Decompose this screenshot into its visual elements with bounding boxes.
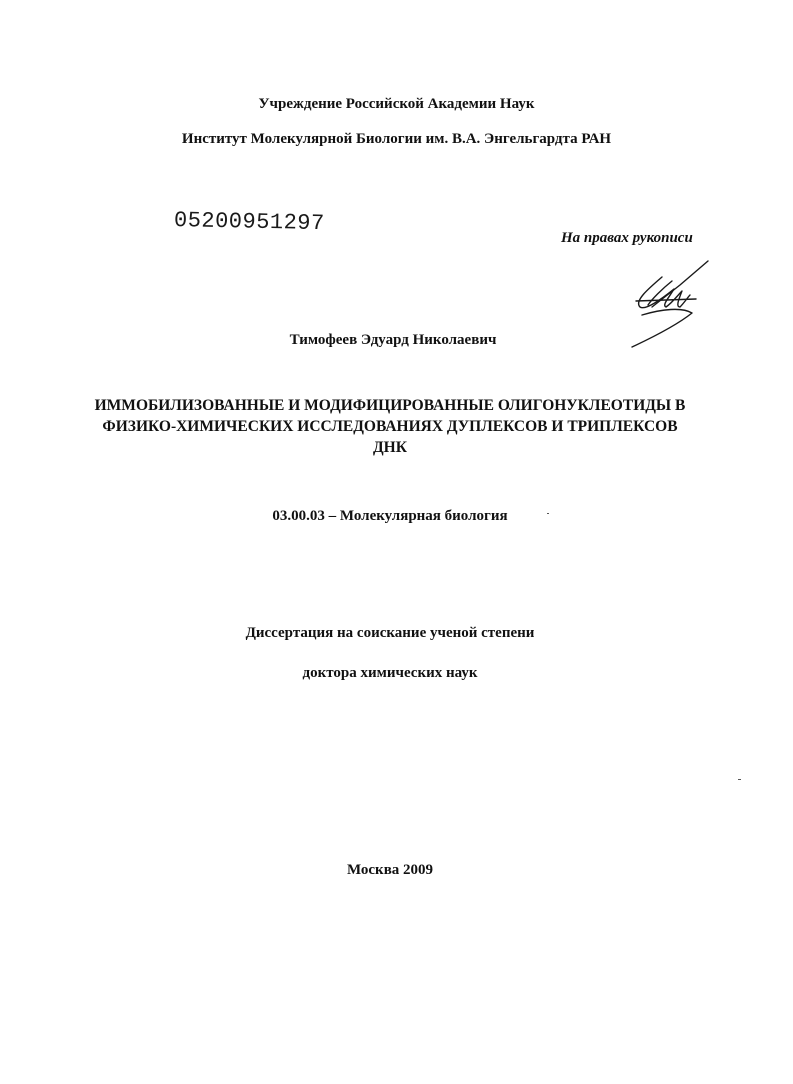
title-line: ФИЗИКО-ХИМИЧЕСКИХ ИССЛЕДОВАНИЯХ ДУПЛЕКСОВ И ТРИПЛЕКСОВ bbox=[102, 418, 678, 435]
city-year: Москва 2009 bbox=[346, 862, 434, 878]
author-name: Тимофеев Эдуард Николаевич bbox=[289, 332, 497, 348]
organization-name: Учреждение Российской Академии Наук bbox=[258, 96, 535, 112]
title-line: ДНК bbox=[373, 439, 407, 456]
dissertation-type: Диссертация на соискание ученой степени bbox=[245, 625, 535, 641]
institute-name: Институт Молекулярной Биологии им. В.А. Энгельгардта РАН bbox=[181, 131, 612, 147]
scan-speck bbox=[738, 779, 741, 780]
specialty-code: 03.00.03 – Молекулярная биология bbox=[272, 508, 508, 524]
manuscript-note: На правах рукописи bbox=[561, 230, 693, 246]
scan-speck bbox=[547, 513, 549, 514]
title-line: ИММОБИЛИЗОВАННЫЕ И МОДИФИЦИРОВАННЫЕ ОЛИГОНУКЛЕОТИДЫ В bbox=[94, 397, 686, 414]
academic-degree: доктора химических наук bbox=[302, 665, 478, 681]
dissertation-title bbox=[70, 395, 710, 458]
registration-code: 05200951297 bbox=[173, 208, 325, 237]
